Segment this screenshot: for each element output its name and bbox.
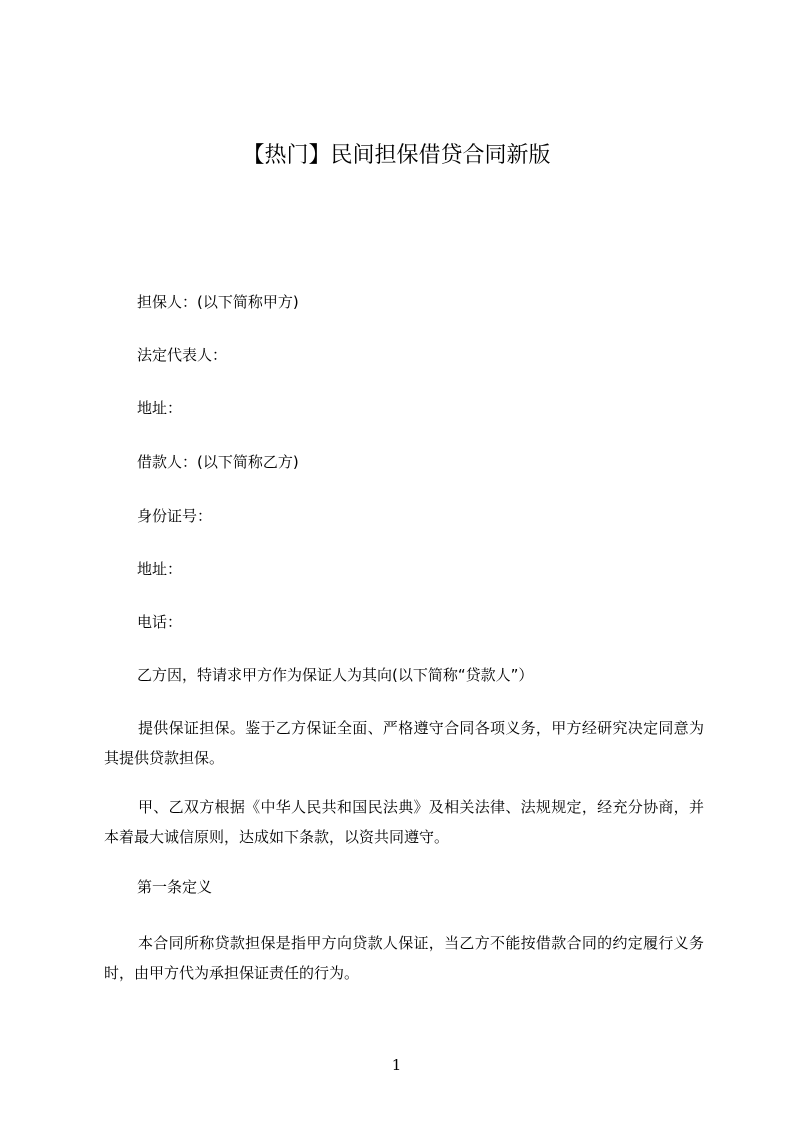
document-title: 【热门】民间担保借贷合同新版: [242, 143, 551, 168]
guarantor-field: 担保人：(以下简称甲方): [137, 293, 299, 311]
legal-basis-paragraph: 甲、乙双方根据《中华人民共和国民法典》及相关法律、法规规定，经充分协商，并本着最大诚信原则，达成如下条款，以资共同遵守。: [104, 798, 704, 846]
borrower-field: 借款人：(以下简称乙方): [137, 453, 299, 471]
phone-field: 电话：: [137, 613, 183, 631]
reason-paragraph: 乙方因，特请求甲方作为保证人为其向(以下简称“贷款人”）: [137, 666, 534, 684]
page-number: 1: [391, 1056, 402, 1074]
id-number-field: 身份证号：: [137, 507, 213, 525]
article-1-heading: 第一条定义: [137, 878, 213, 896]
guarantee-provision-paragraph: 提供保证担保。鉴于乙方保证全面、严格遵守合同各项义务，甲方经研究决定同意为其提供贷款担保。: [104, 719, 704, 767]
legal-representative-field: 法定代表人：: [137, 346, 228, 364]
borrower-address-field: 地址：: [137, 560, 183, 578]
article-1-body: 本合同所称贷款担保是指甲方向贷款人保证，当乙方不能按借款合同的约定履行义务时，由甲方代为承担保证责任的行为。: [104, 934, 704, 982]
guarantor-address-field: 地址：: [137, 399, 183, 417]
